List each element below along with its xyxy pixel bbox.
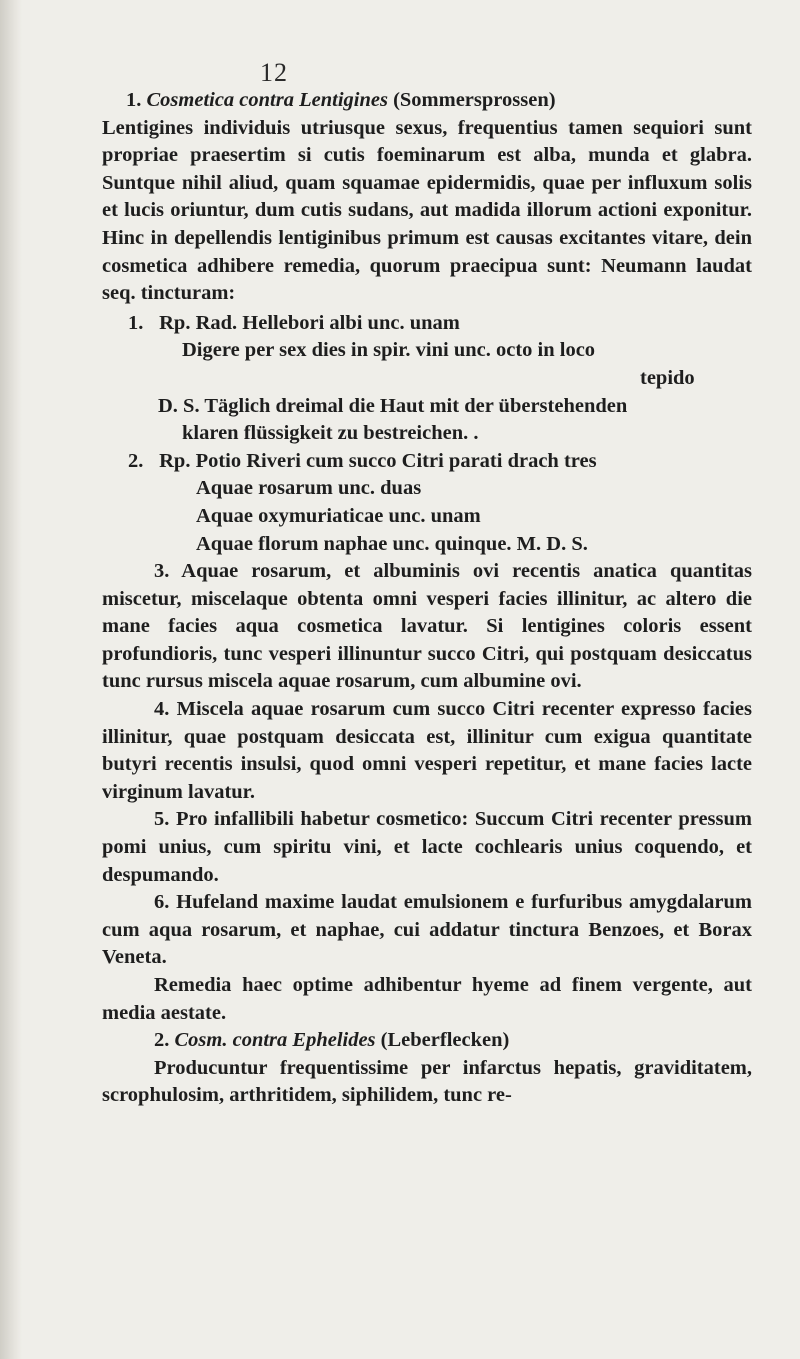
section1-number: 1. bbox=[126, 89, 142, 111]
recipe-2-aquae-rosarum: Aquae rosarum unc. duas bbox=[196, 477, 422, 500]
section2-intro: Producuntur frequentissime per infarctus hepatis, graviditatem, scrophulosim, arthritidem, siphilidem, tunc re- bbox=[102, 1056, 752, 1107]
recipe-2-number: 2. bbox=[128, 449, 144, 472]
recipe-1-signa: D. S. Täglich dreimal die Haut mit der überstehenden bbox=[158, 394, 628, 417]
section1-german-title: (Sommersprossen) bbox=[393, 89, 556, 111]
section2-title: Cosm. contra Ephelides bbox=[174, 1029, 376, 1052]
page-number: 12 bbox=[260, 58, 288, 87]
recipe-1-rp: Rp. Rad. Hellebori albi unc. unam bbox=[159, 311, 460, 334]
recipe-2 bbox=[102, 448, 752, 558]
recipe-2-line bbox=[102, 448, 752, 476]
recipe-1-signa-cont: klaren flüssigkeit zu bestreichen. . bbox=[182, 422, 479, 445]
recipe-1-tepido: tepido bbox=[640, 366, 695, 389]
recipe-2-rp: Rp. Potio Riveri cum succo Citri parati drach tres bbox=[159, 449, 597, 472]
section1-title: Cosmetica contra Lentigines bbox=[146, 89, 388, 111]
recipe-1 bbox=[102, 310, 752, 448]
paragraph-3: 3. Aquae rosarum, et albuminis ovi recentis anatica quantitas miscetur, miscelaque obtenta omni vesperi facies illinitur, ac altero die mane facies aqua cosmetica lavatur. Si lentigines coloris essent profundioris, tunc vesperi illinuntur succo Citri, qui postquam desiccatus tunc rursus miscela aquae rosarum, cum albumine ovi. bbox=[102, 560, 752, 693]
paragraph-remedia: Remedia haec optime adhibentur hyeme ad finem vergente, aut media aestate. bbox=[102, 974, 752, 1024]
section2-heading bbox=[102, 1027, 752, 1055]
recipe-2-aquae-florum: Aquae florum naphae unc. quinque. M. D. S. bbox=[196, 532, 588, 555]
paragraph-4: 4. Miscela aquae rosarum cum succo Citri recenter expresso facies illinitur, quae postquam desiccata est, illinitur cum exigua quantitate butyri recentis insulsi, quod omni vesperi repetitur, et mane facies lacte virginum lavatur. bbox=[102, 698, 752, 803]
section2-german-title: (Leberflecken) bbox=[380, 1029, 510, 1052]
section1-heading bbox=[102, 87, 752, 115]
book-spine-shadow bbox=[0, 0, 22, 1359]
paragraph-6: 6. Hufeland maxime laudat emulsionem e furfuribus amygdalarum cum aqua rosarum, et naphae, cui addatur tinctura Benzoes, et Borax Veneta. bbox=[102, 891, 752, 969]
section2-number: 2. bbox=[154, 1029, 170, 1052]
recipe-1-number: 1. bbox=[128, 311, 144, 334]
recipe-1-line bbox=[102, 310, 752, 338]
page-body bbox=[102, 82, 752, 1110]
section1-intro: Lentigines individuis utriusque sexus, frequentius tamen sequiori sunt propriae praesertim si cutis foeminarum est alba, munda et glabra. Suntque nihil aliud, quam squamae epidermidis, quae per influxum solis et lucis oriuntur, dum cutis sudans, aut madida illorum actioni exponitur. Hinc in depellendis lentiginibus primum est causas excitantes vitare, dein cosmetica adhibere remedia, quorum praecipua sunt: Neumann laudat seq. tincturam: bbox=[102, 116, 752, 305]
recipe-2-aquae-oxymuriaticae: Aquae oxymuriaticae unc. unam bbox=[196, 504, 481, 527]
paragraph-5: 5. Pro infallibili habetur cosmetico: Succum Citri recenter pressum pomi unius, cum spiritu vini, et lacte cochlearis unius coquendo, et despumando. bbox=[102, 808, 752, 886]
recipe-1-digere: Digere per sex dies in spir. vini unc. octo in loco bbox=[182, 339, 596, 362]
